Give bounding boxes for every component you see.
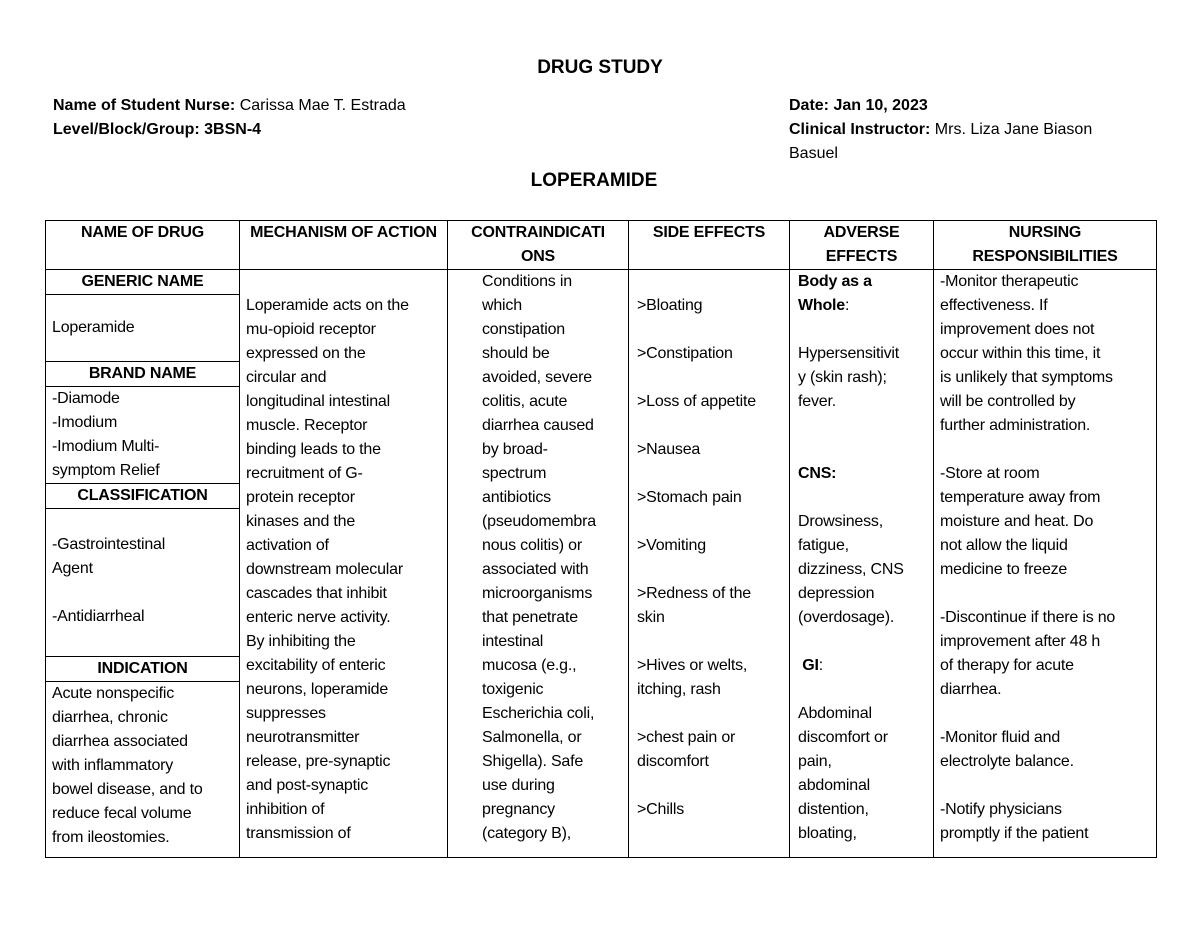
indication-line: diarrhea, chronic xyxy=(52,709,168,726)
cns-label: CNS: xyxy=(798,465,837,482)
contraindication-line: pregnancy xyxy=(482,801,555,818)
contraindication-line: Salmonella, or xyxy=(482,729,582,746)
student-name-value: Carissa Mae T. Estrada xyxy=(235,97,406,114)
contraindication-line: associated with xyxy=(482,561,589,578)
mechanism-line: transmission of xyxy=(246,825,351,842)
nursing-line: occur within this time, it xyxy=(940,345,1101,362)
side-effect-line xyxy=(637,558,783,582)
date-instructor-info xyxy=(789,94,1149,166)
contraindication-line: by broad- xyxy=(482,441,548,458)
adverse-line: depression xyxy=(798,585,875,602)
indication-line: bowel disease, and to xyxy=(52,781,203,798)
indication-line: with inflammatory xyxy=(52,757,174,774)
side-effect-line: >Bloating xyxy=(637,297,703,314)
side-effect-line: >Stomach pain xyxy=(637,489,742,506)
body-whole-label-2: Whole: xyxy=(798,297,850,314)
classification-header: CLASSIFICATION xyxy=(46,484,239,509)
indication-line: from ileostomies. xyxy=(52,829,170,846)
name-of-drug-cell xyxy=(46,270,240,858)
mechanism-line: neurotransmitter xyxy=(246,729,360,746)
mechanism-line: activation of xyxy=(246,537,329,554)
mechanism-cell xyxy=(240,270,448,858)
mechanism-line: Loperamide acts on the xyxy=(246,297,409,314)
contraindication-line: (pseudomembra xyxy=(482,513,596,530)
nursing-line xyxy=(940,774,1150,798)
mechanism-line: muscle. Receptor xyxy=(246,417,368,434)
adverse-line: abdominal xyxy=(798,777,871,794)
adverse-line: Hypersensitivit xyxy=(798,345,900,362)
mechanism-line: neurons, loperamide xyxy=(246,681,389,698)
nursing-line: moisture and heat. Do xyxy=(940,513,1094,530)
indication-header: INDICATION xyxy=(46,657,239,682)
mechanism-line: excitability of enteric xyxy=(246,657,386,674)
side-effect-line: >Chills xyxy=(637,801,685,818)
adverse-line: (overdosage). xyxy=(798,609,895,626)
classification-item: -Gastrointestinal xyxy=(52,536,166,553)
body-whole-label: Body as a xyxy=(798,273,872,290)
level-block-group-line xyxy=(53,118,406,142)
side-effect-line: >Hives or welts, xyxy=(637,657,748,674)
mechanism-line: and post-synaptic xyxy=(246,777,369,794)
nursing-line: electrolyte balance. xyxy=(940,753,1074,770)
mechanism-line: suppresses xyxy=(246,705,326,722)
instructor-line xyxy=(789,118,1149,142)
adverse-line: y (skin rash); xyxy=(798,369,887,386)
contraindication-line: Escherichia coli, xyxy=(482,705,595,722)
nursing-line: not allow the liquid xyxy=(940,537,1068,554)
adverse-line: pain, xyxy=(798,753,832,770)
nursing-line: -Store at room xyxy=(940,465,1040,482)
mechanism-line: binding leads to the xyxy=(246,441,381,458)
contraindication-line: antibiotics xyxy=(482,489,551,506)
adverse-line: dizziness, CNS xyxy=(798,561,904,578)
contraindication-line: avoided, severe xyxy=(482,369,592,386)
date-line xyxy=(789,94,1149,118)
instructor-line-2: Basuel xyxy=(789,145,838,162)
side-effect-line: >Constipation xyxy=(637,345,733,362)
nursing-line: further administration. xyxy=(940,417,1091,434)
mechanism-line: recruitment of G- xyxy=(246,465,363,482)
drug-study-table xyxy=(45,220,1157,858)
nursing-line: diarrhea. xyxy=(940,681,1002,698)
col-header-name-of-drug: NAME OF DRUG xyxy=(46,221,240,270)
nursing-line: improvement does not xyxy=(940,321,1095,338)
side-effect-line: skin xyxy=(637,609,665,626)
mechanism-line: cascades that inhibit xyxy=(246,585,387,602)
mechanism-line: enteric nerve activity. xyxy=(246,609,391,626)
contraindication-line: Conditions in xyxy=(482,273,572,290)
classification-item: -Antidiarrheal xyxy=(52,608,145,625)
side-effect-line xyxy=(637,774,783,798)
student-name-label: Name of Student Nurse: xyxy=(53,97,236,114)
nursing-line: effectiveness. If xyxy=(940,297,1048,314)
mechanism-line xyxy=(246,270,441,294)
drug-title: LOPERAMIDE xyxy=(530,170,658,191)
nursing-responsibilities-cell xyxy=(934,270,1157,858)
nursing-line: medicine to freeze xyxy=(940,561,1068,578)
classification-item: Agent xyxy=(52,560,93,577)
contraindication-line: (category B), xyxy=(482,825,571,842)
col-header-nursing-responsibilities: NURSING RESPONSIBILITIES xyxy=(934,221,1157,270)
contraindication-line: mucosa (e.g., xyxy=(482,657,577,674)
brand-name-header: BRAND NAME xyxy=(46,362,239,387)
col-header-side-effects: SIDE EFFECTS xyxy=(629,221,790,270)
instructor-value: Mrs. Liza Jane Biason xyxy=(930,121,1093,138)
nursing-line xyxy=(940,582,1150,606)
side-effect-line xyxy=(637,414,783,438)
side-effects-cell xyxy=(629,270,790,858)
adverse-line: distention, xyxy=(798,801,869,818)
indication-line: diarrhea associated xyxy=(52,733,188,750)
mechanism-line: downstream molecular xyxy=(246,561,403,578)
nursing-line: promptly if the patient xyxy=(940,825,1089,842)
side-effect-line: >Loss of appetite xyxy=(637,393,756,410)
mechanism-line: release, pre-synaptic xyxy=(246,753,391,770)
contraindication-line: colitis, acute xyxy=(482,393,568,410)
side-effect-line xyxy=(637,270,783,294)
gi-label: GI: xyxy=(802,657,823,674)
contraindication-line: constipation xyxy=(482,321,565,338)
nursing-line: of therapy for acute xyxy=(940,657,1074,674)
contraindication-line: Shigella). Safe xyxy=(482,753,584,770)
instructor-label: Clinical Instructor: xyxy=(789,121,931,138)
side-effect-line xyxy=(637,318,783,342)
contraindication-line: intestinal xyxy=(482,633,544,650)
mechanism-line: protein receptor xyxy=(246,489,355,506)
brand-name-item: -Imodium xyxy=(52,414,118,431)
contraindication-line: which xyxy=(482,297,522,314)
nursing-line: temperature away from xyxy=(940,489,1101,506)
mechanism-line: circular and xyxy=(246,369,327,386)
adverse-line: fatigue, xyxy=(798,537,849,554)
contraindication-line: diarrhea caused xyxy=(482,417,594,434)
student-info xyxy=(53,94,406,142)
side-effect-line xyxy=(637,366,783,390)
side-effect-line xyxy=(637,510,783,534)
contraindications-cell xyxy=(448,270,629,858)
side-effect-line: >Redness of the xyxy=(637,585,751,602)
generic-name-text: Loperamide xyxy=(52,319,135,336)
nursing-line: is unlikely that symptoms xyxy=(940,369,1113,386)
nursing-line: -Monitor fluid and xyxy=(940,729,1061,746)
contraindication-line: spectrum xyxy=(482,465,547,482)
brand-name-item: symptom Relief xyxy=(52,462,160,479)
level-block-group: Level/Block/Group: 3BSN-4 xyxy=(53,121,262,138)
side-effect-line: >Vomiting xyxy=(637,537,706,554)
date: Date: Jan 10, 2023 xyxy=(789,97,928,114)
nursing-line xyxy=(940,702,1150,726)
adverse-line: fever. xyxy=(798,393,836,410)
nursing-line: -Monitor therapeutic xyxy=(940,273,1079,290)
generic-name-value xyxy=(46,295,239,362)
adverse-effects-cell xyxy=(790,270,934,858)
col-header-mechanism: MECHANISM OF ACTION xyxy=(240,221,448,270)
student-name-line xyxy=(53,94,406,118)
nursing-line xyxy=(940,438,1150,462)
table-header-row xyxy=(46,221,1157,270)
nursing-line: will be controlled by xyxy=(940,393,1076,410)
indication-line: Acute nonspecific xyxy=(52,685,175,702)
col-header-contraindications: CONTRAINDICATI ONS xyxy=(448,221,629,270)
contraindication-line: nous colitis) or xyxy=(482,537,582,554)
contraindication-line: should be xyxy=(482,345,550,362)
side-effect-line: >chest pain or xyxy=(637,729,736,746)
adverse-line: bloating, xyxy=(798,825,857,842)
contraindication-line: toxigenic xyxy=(482,681,544,698)
table-row xyxy=(46,270,1157,858)
adverse-line: Drowsiness, xyxy=(798,513,883,530)
side-effect-line: itching, rash xyxy=(637,681,721,698)
side-effect-line xyxy=(637,462,783,486)
adverse-line: Abdominal xyxy=(798,705,872,722)
brand-name-item: -Diamode xyxy=(52,390,120,407)
side-effect-line: >Nausea xyxy=(637,441,701,458)
side-effect-line xyxy=(637,630,783,654)
mechanism-line: mu-opioid receptor xyxy=(246,321,376,338)
nursing-line: -Notify physicians xyxy=(940,801,1062,818)
contraindication-line: that penetrate xyxy=(482,609,578,626)
classification-list xyxy=(46,509,239,657)
mechanism-line: inhibition of xyxy=(246,801,325,818)
side-effect-line xyxy=(637,702,783,726)
contraindication-line: microorganisms xyxy=(482,585,593,602)
col-header-adverse-effects: ADVERSE EFFECTS xyxy=(790,221,934,270)
mechanism-line: expressed on the xyxy=(246,345,366,362)
indication-line: reduce fecal volume xyxy=(52,805,192,822)
contraindication-line: use during xyxy=(482,777,555,794)
indication-text xyxy=(46,682,239,850)
nursing-line: improvement after 48 h xyxy=(940,633,1101,650)
side-effect-line: discomfort xyxy=(637,753,709,770)
brand-name-list xyxy=(46,387,239,484)
document-title: DRUG STUDY xyxy=(537,57,663,78)
nursing-line: -Discontinue if there is no xyxy=(940,609,1116,626)
generic-name-header: GENERIC NAME xyxy=(46,270,239,295)
adverse-line: discomfort or xyxy=(798,729,888,746)
brand-name-item: -Imodium Multi- xyxy=(52,438,160,455)
mechanism-line: By inhibiting the xyxy=(246,633,356,650)
mechanism-line: kinases and the xyxy=(246,513,356,530)
mechanism-line: longitudinal intestinal xyxy=(246,393,390,410)
